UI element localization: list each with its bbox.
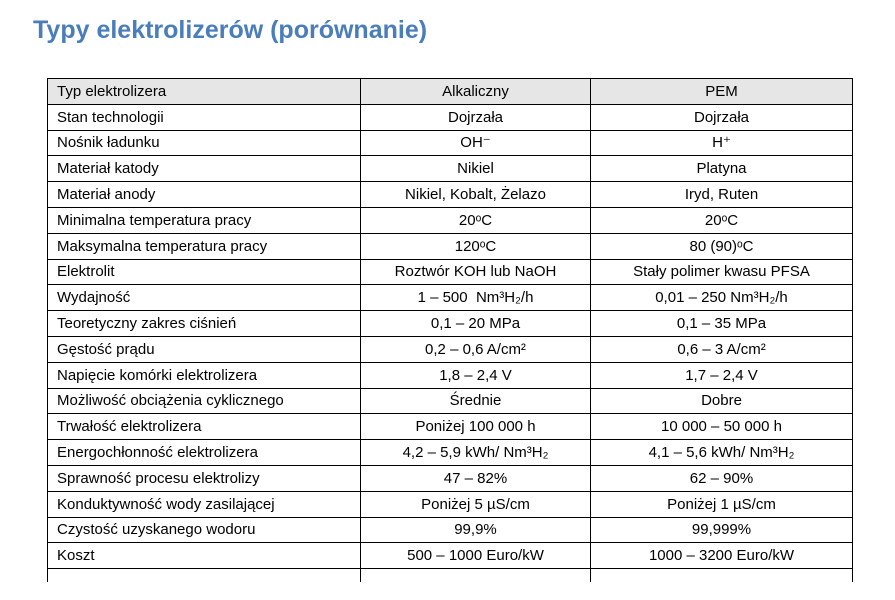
pem-value: 1000 – 3200 Euro/kW bbox=[591, 543, 853, 569]
row-label: Minimalna temperatura pracy bbox=[48, 207, 361, 233]
alkaliczny-value: 47 – 82% bbox=[361, 465, 591, 491]
pem-value: 99,999% bbox=[591, 517, 853, 543]
table-row bbox=[48, 285, 853, 311]
table-row bbox=[48, 517, 853, 543]
row-label: Materiał anody bbox=[48, 182, 361, 208]
row-label: Elektrolit bbox=[48, 259, 361, 285]
table-container bbox=[47, 78, 855, 582]
pem-value: 0,1 – 35 MPa bbox=[591, 311, 853, 337]
table-body bbox=[48, 104, 853, 582]
pem-value: H⁺ bbox=[591, 130, 853, 156]
row-label: Konduktywność wody zasilającej bbox=[48, 491, 361, 517]
column-header-pem: PEM bbox=[591, 79, 853, 105]
alkaliczny-value: 99,9% bbox=[361, 517, 591, 543]
table-header-row bbox=[48, 79, 853, 105]
table-row bbox=[48, 182, 853, 208]
row-label: Sprawność procesu elektrolizy bbox=[48, 465, 361, 491]
alkaliczny-value: OH⁻ bbox=[361, 130, 591, 156]
alkaliczny-value: Średnie bbox=[361, 388, 591, 414]
empty-cell bbox=[591, 569, 853, 582]
alkaliczny-value: 0,2 – 0,6 A/cm² bbox=[361, 336, 591, 362]
row-label: Maksymalna temperatura pracy bbox=[48, 233, 361, 259]
row-label: Materiał katody bbox=[48, 156, 361, 182]
alkaliczny-value: 20ᵒC bbox=[361, 207, 591, 233]
pem-value: 1,7 – 2,4 V bbox=[591, 362, 853, 388]
alkaliczny-value: 1 – 500 Nm³H₂/h bbox=[361, 285, 591, 311]
column-header-typ-elektrolizera: Typ elektrolizera bbox=[48, 79, 361, 105]
row-label: Trwałość elektrolizera bbox=[48, 414, 361, 440]
empty-cell bbox=[361, 569, 591, 582]
table-row bbox=[48, 465, 853, 491]
row-label: Napięcie komórki elektrolizera bbox=[48, 362, 361, 388]
pem-value: Platyna bbox=[591, 156, 853, 182]
alkaliczny-value: 0,1 – 20 MPa bbox=[361, 311, 591, 337]
column-header-alkaliczny: Alkaliczny bbox=[361, 79, 591, 105]
row-label: Czystość uzyskanego wodoru bbox=[48, 517, 361, 543]
table-row bbox=[48, 156, 853, 182]
alkaliczny-value: Poniżej 100 000 h bbox=[361, 414, 591, 440]
pem-value: Dobre bbox=[591, 388, 853, 414]
table-row bbox=[48, 104, 853, 130]
table-row bbox=[48, 414, 853, 440]
table-row bbox=[48, 388, 853, 414]
alkaliczny-value: 120ᵒC bbox=[361, 233, 591, 259]
row-label: Gęstość prądu bbox=[48, 336, 361, 362]
row-label: Nośnik ładunku bbox=[48, 130, 361, 156]
pem-value: Stały polimer kwasu PFSA bbox=[591, 259, 853, 285]
pem-value: 62 – 90% bbox=[591, 465, 853, 491]
table-row bbox=[48, 207, 853, 233]
table-row bbox=[48, 491, 853, 517]
pem-value: 0,6 – 3 A/cm² bbox=[591, 336, 853, 362]
table-row bbox=[48, 259, 853, 285]
table-row bbox=[48, 233, 853, 259]
table-row bbox=[48, 362, 853, 388]
pem-value: Poniżej 1 µS/cm bbox=[591, 491, 853, 517]
alkaliczny-value: Dojrzała bbox=[361, 104, 591, 130]
pem-value: 20ᵒC bbox=[591, 207, 853, 233]
alkaliczny-value: 500 – 1000 Euro/kW bbox=[361, 543, 591, 569]
pem-value: 80 (90)ᵒC bbox=[591, 233, 853, 259]
alkaliczny-value: Nikiel bbox=[361, 156, 591, 182]
pem-value: 0,01 – 250 Nm³H₂/h bbox=[591, 285, 853, 311]
alkaliczny-value: Roztwór KOH lub NaOH bbox=[361, 259, 591, 285]
table-row bbox=[48, 130, 853, 156]
table-row-partial bbox=[48, 569, 853, 582]
table-row bbox=[48, 336, 853, 362]
row-label: Wydajność bbox=[48, 285, 361, 311]
pem-value: Iryd, Ruten bbox=[591, 182, 853, 208]
row-label: Teoretyczny zakres ciśnień bbox=[48, 311, 361, 337]
alkaliczny-value: Poniżej 5 µS/cm bbox=[361, 491, 591, 517]
row-label: Energochłonność elektrolizera bbox=[48, 440, 361, 466]
alkaliczny-value: 1,8 – 2,4 V bbox=[361, 362, 591, 388]
table-row bbox=[48, 440, 853, 466]
pem-value: Dojrzała bbox=[591, 104, 853, 130]
comparison-table bbox=[47, 78, 853, 582]
alkaliczny-value: 4,2 – 5,9 kWh/ Nm³H₂ bbox=[361, 440, 591, 466]
alkaliczny-value: Nikiel, Kobalt, Żelazo bbox=[361, 182, 591, 208]
table-row bbox=[48, 543, 853, 569]
pem-value: 10 000 – 50 000 h bbox=[591, 414, 853, 440]
row-label: Stan technologii bbox=[48, 104, 361, 130]
row-label: Możliwość obciążenia cyklicznego bbox=[48, 388, 361, 414]
empty-cell bbox=[48, 569, 361, 582]
pem-value: 4,1 – 5,6 kWh/ Nm³H₂ bbox=[591, 440, 853, 466]
table-row bbox=[48, 311, 853, 337]
row-label: Koszt bbox=[48, 543, 361, 569]
page-title: Typy elektrolizerów (porównanie) bbox=[33, 16, 428, 44]
